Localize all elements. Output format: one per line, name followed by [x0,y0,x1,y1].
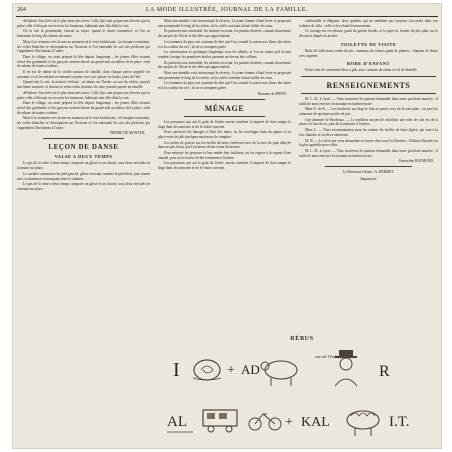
journal-title: LA MODE ILLUSTRÉE, JOURNAL DE LA FAMILLE. [145,7,309,13]
paragraph: La conversation se prolongea longtemps sous les tilleuls, et l'on ne rentra qu'à la nuit tombée, lorsque les premières étoiles parurent au-dessus des collines. [158,50,291,59]
paragraph: On se fait la promenade, chacun sa façon, quand le chant commence, et l'on va lentement le long du chemin des murs. [17,29,150,39]
editor-signature: Emmeline RAYMOND. [399,159,434,164]
dance-text [17,161,150,191]
section-divider [43,138,124,139]
paragraph: Mais il se retourna vers la mer au moment où le vent fraîchissait ; les barques rentraient, les voiles blanches se découpaient sur l'horizon et l'on entendait les cris des pêcheurs qui s'appelaient d'un bateau à l'autre. [17,116,150,130]
section-divider [301,76,436,77]
paragraph: Mais il se retourna vers la mer au moment où le vent fraîchissait ; les barques rentraient, les voiles blanches se découpaient sur l'horizon et l'on entendait les cris des pêcheurs qui s'appelaient d'un bateau à l'autre. [17,39,150,54]
paragraph: Le pas de la valse à deux temps comporte un glissé et un chassé, tous deux exécutés en tournant sur place. [17,182,150,191]
menage-text [158,120,291,171]
rebus-letters-ad: AD [241,362,260,377]
rebus-puzzle [163,336,441,448]
paragraph: M. H. — Le livre que vous demandez se trouve chez tous les libraires ; l'édition illustrée est la plus agréable pour offrir. [299,138,438,148]
man-with-hat-drawing-icon [315,350,357,386]
story-signature: Baronne de SPENY. [257,91,287,96]
rebus-illustration [163,346,441,446]
tram-car-drawing-icon [203,410,237,432]
paragraph: Quand vint le soir, la maison s'éclaira ; on dansa sur l'herbe, au son du violon, jusqu'à une heure avancée, et chacun se retira enfin, heureux de cette journée passée en famille. [17,80,150,90]
paragraph: Mais une aimable voix interrompit la rêverie ; la jeune femme s'était levée et proposait une promenade le long de la rivière, où le soleil couchant faisait briller les eaux. [158,71,291,80]
paragraph: défilaient. Son fiefs est le plus beau des terres. Celle Qui sont propre aux devoirs que la petite ville s'efforçait en recevoir les honneurs, habitants tant elle allait la voir. [17,19,150,28]
paragraph: Mme C. — Nous recommandons pour les enfants les étoffes de laine légère, qui sont à la fois chaudes et faciles à entretenir. [299,128,438,137]
rebus-plus-sign-2: + [285,415,293,430]
rebus-letters-al: AL [167,414,187,430]
child-dress-text [299,68,438,73]
visit-toilette-title: TOILETTE DE VISITE [340,41,397,47]
section-divider [184,99,265,100]
paragraph: Le pas de la valse à deux temps comporte un glissé et un chassé, tous deux exécutés en tournant sur place. [17,161,150,171]
rebus-caption: vue de l'Italie [315,354,340,359]
rebus-letter-r: R [379,363,390,380]
paragraph: Pour conserver les lainages à l'abri des mites, on les enveloppe dans du papier et on place entre les plis quelques morceaux de camphre. [158,130,291,139]
story-signature: PIERRE DE MONTEIL. [109,131,146,136]
paragraph: Petite robe de cachemire bleu, à plis, avec ceinture de ruban et col de dentelle. [305,68,418,73]
section-divider [301,93,436,94]
paragraph: Les hommes du pays ont coutume de dire que l'on connaît la saison aux fleurs des haies et à la couleur du ciel ; ils ne se trompent guère. [158,81,291,91]
paragraph: Les personnes qui ont le goût de l'ordre savent combien il importe de bien ranger le linge dans les armoires et de le visiter souvent. [158,119,291,129]
paragraph: Les taches de graisse sur les étoffes de laine s'enlèvent avec de la terre de pipe délayée dans un peu d'eau, que l'on laisse sécher avant de brosser. [158,140,291,150]
paragraph: Mme A. de B. — Les broderies sur drap se font au passé, avec de la soie plate ; on peut les rehausser de quelques perles de jais. [299,107,438,117]
paragraph: Ils partirent tous ensemble, les enfants en avant, les parents derrière, causant doucement des projets de l'hiver et des fêtes qui approchaient. [158,29,291,39]
paragraph: Dans le village, on avait préparé la fête depuis longtemps ; les jeunes filles avaient tressé des guirlandes et les garçons avaient dressé un grand mât au milieu de la place, orné de rubans de toutes couleurs. [17,101,150,115]
cow-drawing-icon [261,361,297,386]
section-divider [325,166,412,167]
valse-subtitle: VALSE A DEUX TEMPS [54,154,113,160]
page-header [13,6,441,15]
paragraph: Il en est de même de la vieille maison de famille, dont chaque pierre rappelle un souvenir, et où les enfants reviennent toujours avec joie passer les beaux jours de l'été. [17,70,150,79]
director-gerant: Le Directeur-Gérant : A. HERMET. [342,170,395,175]
paragraph: Mais une aimable voix interrompit la rêverie ; la jeune femme s'était levée et proposait une promenade le long de la rivière, où le soleil couchant faisait briller les eaux. [158,19,291,28]
rebus-title: RÉBUS [290,336,314,342]
newspaper-page [13,4,441,448]
paragraph: Une abonnée de Bordeaux. — Le meilleur moyen de rafraîchir une robe de soie est de la passer à l'eau de riz, puis de la repasser à l'envers. [299,117,438,127]
column-left [17,19,150,442]
story-continuation [158,19,291,91]
paragraph: Le corsage est en velours, garni de galons brodés, et la jupe est formée de plis plats sur le devant et drapée en arrière. [299,29,438,39]
visit-toilette-text [299,49,438,58]
fashion-text [299,19,438,39]
paragraph: Les personnes qui ont le goût de l'ordre savent combien il importe de bien ranger le linge dans les armoires et de le visiter souvent. [158,161,291,171]
paragraph: confortable et élégante, deux qualités qui ne semblent pas toujours s'accorder dans nos toilettes de ville ; celle-ci les réunit heureusement. [299,19,438,28]
paragraph: Le cavalier commence du pied gauche, glisse en avant, ramène le pied droit, puis tourne avec sa danseuse en marquant bien la cadence. [17,171,150,181]
paragraph: défilaient. Son fiefs est le plus beau des terres. Celle Qui sont propre aux devoirs que la petite ville s'efforçait en recevoir les honneurs, habitants tant elle allait la voir. [17,90,150,100]
page-number: 264 [17,7,26,13]
dance-lesson-title: LEÇON DE DANSE [48,143,119,152]
paragraph: Robe de faille noire ornée de jais ; manteau de velours garni de plumes ; chapeau de feutre avec aigrette. [299,48,438,58]
paragraph: Pour nettoyer les gravures et leur rendre leur fraîcheur, on les expose à la vapeur d'eau chaude, puis on les laisse sécher lentement à l'ombre. [158,151,291,160]
paragraph: M. L. R., à Lyon. — Vous trouverez les patrons demandés dans notre prochain numéro ; il suffit de nous envoyer le montant en timbres-poste. [299,96,438,106]
rebus-plus-sign: + [227,363,235,378]
paragraph: Dans le village, on avait préparé la fête depuis longtemps ; les jeunes filles avaient tressé des guirlandes et les garçons avaient dressé un grand mât au milieu de la place, orné de rubans de toutes couleurs. [17,54,150,69]
printer-line: Imprimerie [360,177,377,182]
paragraph: Ils partirent tous ensemble, les enfants en avant, les parents derrière, causant doucement des projets de l'hiver et des fêtes qui approchaient. [158,60,291,70]
child-dress-title: ROBE D'ENFANT [346,61,391,67]
renseignements-text [299,97,438,158]
paragraph: Les hommes du pays ont coutume de dire que l'on connaît la saison aux fleurs des haies et à la couleur du ciel ; ils ne se trompent guère. [158,39,291,49]
sheep-drawing-icon [347,411,379,436]
rebus-letters-kal: KAL [301,415,330,430]
story-text [17,19,150,130]
rebus-letter-i: I [173,359,180,381]
rebus-letters-it: I.T. [389,414,410,430]
snail-drawing-icon [193,360,221,380]
renseignements-title: RENSEIGNEMENTS [326,80,411,90]
menage-title: MÉNAGE [204,103,245,113]
section-divider [184,116,265,117]
header-rule [16,16,438,17]
paragraph: M. L. R., à Lyon. — Vous trouverez les patrons demandés dans notre prochain numéro ; il suffit de nous envoyer le montant en timbres-poste. [299,148,438,158]
bicycle-drawing-icon [249,414,281,430]
